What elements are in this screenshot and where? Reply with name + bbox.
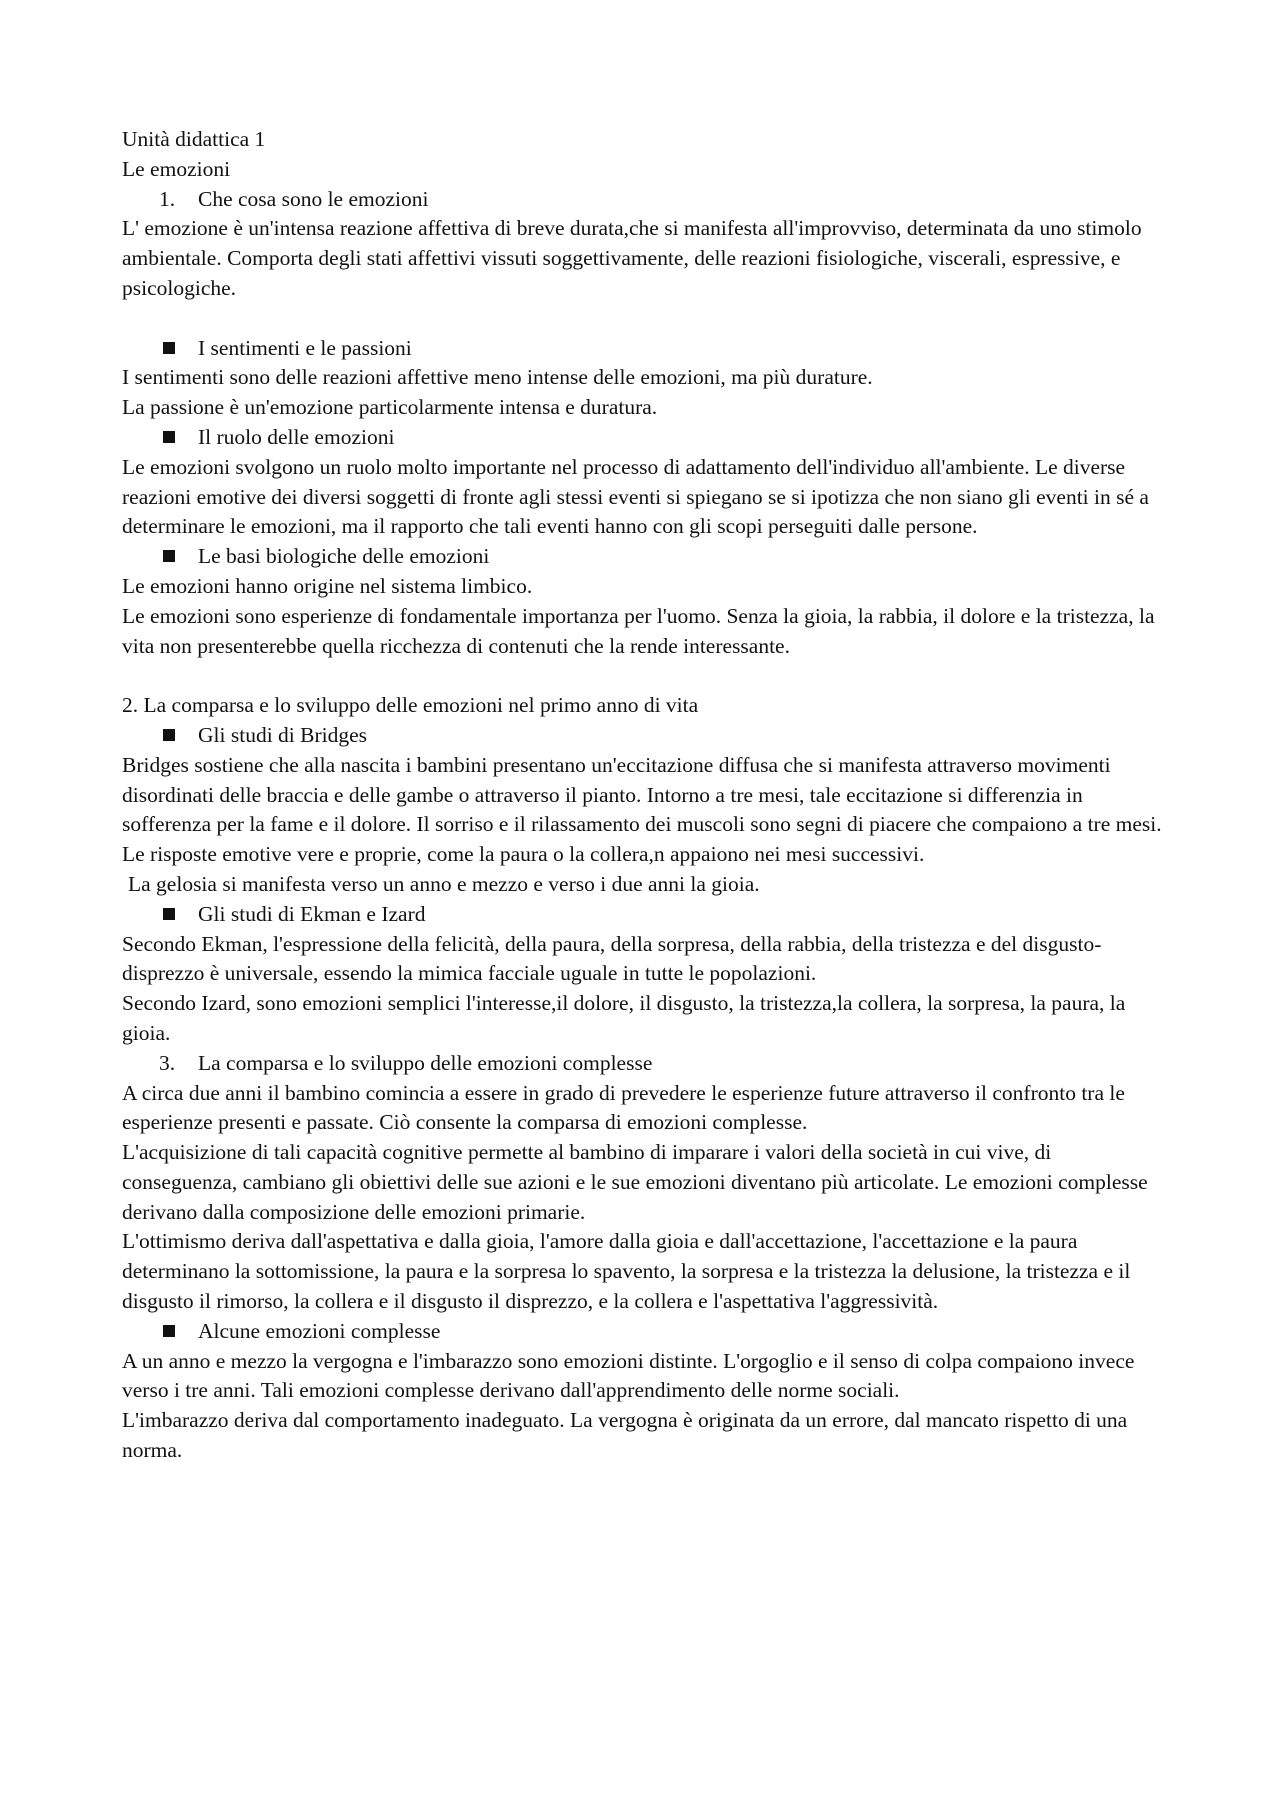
paragraph: Le emozioni hanno origine nel sistema limbico. — [122, 573, 533, 598]
section-3-number: 3. — [159, 1050, 176, 1075]
section-3-heading — [122, 1049, 1167, 1079]
section-1-paragraph: L' emozione è un'intensa reazione affettiva di breve durata,che si manifesta all'improvviso, determinata da uno stimolo ambientale. Comporta degli stati affettivi vissuti soggettivamente, delle reazioni fisiologiche, viscerali, espressive, e psicologiche. — [122, 216, 1142, 300]
paragraph: La passione è un'emozione particolarmente intensa e duratura. — [122, 395, 658, 420]
paragraph: A circa due anni il bambino comincia a essere in grado di prevedere le esperienze future attraverso il confronto tra le esperienze presenti e passate. Ciò consente la comparsa di emozioni complesse. — [122, 1080, 1125, 1135]
blank-line — [122, 661, 1167, 691]
document-title: Unità didattica 1 — [122, 127, 266, 151]
paragraph: A un anno e mezzo la vergogna e l'imbarazzo sono emozioni distinte. L'orgoglio e il senso di colpa compaiono invece verso i tre anni. Tali emozioni complesse derivano dall'apprendimento delle norme sociali. — [122, 1348, 1135, 1403]
section-1-title: Che cosa sono le emozioni — [198, 186, 429, 211]
blank-line — [122, 304, 1167, 334]
paragraph: Secondo Izard, sono emozioni semplici l'interesse,il dolore, il disgusto, la tristezza,la collera, la sorpresa, la paura, la gioia. — [122, 991, 1126, 1045]
subheading-label: Gli studi di Ekman e Izard — [198, 901, 426, 926]
subheading-sentimenti — [122, 334, 1167, 364]
subheading-label: I sentimenti e le passioni — [198, 335, 412, 360]
paragraph: Le risposte emotive vere e proprie, come la paura o la collera,n appaiono nei mesi successivi. — [122, 842, 925, 867]
section-1-number: 1. — [159, 186, 176, 211]
paragraph: Le emozioni sono esperienze di fondamentale importanza per l'uomo. Senza la gioia, la rabbia, il dolore e la tristezza, la vita non presenterebbe quella ricchezza di contenuti che la rende interessante. — [122, 603, 1155, 658]
subheading-basi-biologiche — [122, 542, 1167, 572]
paragraph: La gelosia si manifesta verso un anno e mezzo e verso i due anni la gioia. — [128, 871, 760, 896]
paragraph: Bridges sostiene che alla nascita i bambini presentano un'eccitazione diffusa che si manifesta attraverso movimenti disordinati delle braccia e delle gambe o attraverso il pianto. Intorno a tre mesi, tale eccitazione si differenzia in sofferenza per la fame e il dolore. Il sorriso e il rilassamento dei muscoli sono segni di piacere che compaiono a tre mesi. — [122, 752, 1162, 837]
subheading-emozioni-complesse — [122, 1317, 1167, 1347]
section-2-heading: 2. La comparsa e lo sviluppo delle emozioni nel primo anno di vita — [122, 693, 699, 718]
subheading-label: Le basi biologiche delle emozioni — [198, 544, 490, 569]
section-3-title: La comparsa e lo sviluppo delle emozioni complesse — [198, 1050, 653, 1075]
subheading-ekman-izard — [122, 900, 1167, 930]
paragraph: Secondo Ekman, l'espressione della felicità, della paura, della sorpresa, della rabbia, della tristezza e del disgusto-disprezzo è universale, essendo la mimica facciale uguale in tutte le popolazioni. — [122, 931, 1102, 986]
paragraph: L'acquisizione di tali capacità cognitive permette al bambino di imparare i valori della società in cui vive, di conseguenza, cambiano gli obiettivi delle sue azioni e le sue emozioni diventano più articolate. Le emozioni complesse derivano dalla composizione delle emozioni primarie. — [122, 1140, 1148, 1224]
document-page — [122, 125, 1167, 1466]
paragraph: Le emozioni svolgono un ruolo molto importante nel processo di adattamento dell'individuo all'ambiente. Le diverse reazioni emotive dei diversi soggetti di fronte agli stessi eventi si spiegano se si ipotizza che non siano gli eventi in sé a determinare le emozioni, ma il rapporto che tali eventi hanno con gli scopi perseguiti dalle persone. — [122, 454, 1149, 539]
subheading-label: Alcune emozioni complesse — [198, 1318, 441, 1343]
paragraph: L'imbarazzo deriva dal comportamento inadeguato. La vergogna è originata da un errore, dal mancato rispetto di una norma. — [122, 1408, 1128, 1463]
subheading-bridges — [122, 721, 1167, 751]
section-1-heading — [122, 185, 1167, 215]
subheading-ruolo — [122, 423, 1167, 453]
paragraph: L'ottimismo deriva dall'aspettativa e dalla gioia, l'amore dalla gioia e dall'accettazione, l'accettazione e la paura determinano la sottomissione, la paura e la sorpresa lo spavento, la sorpresa e la tristezza la delusione, la tristezza e il disgusto il rimorso, la collera e il disgusto il disprezzo, e la collera e l'aspettativa l'aggressività. — [122, 1229, 1131, 1314]
subheading-label: Il ruolo delle emozioni — [198, 424, 395, 449]
document-subtitle: Le emozioni — [122, 156, 231, 181]
subheading-label: Gli studi di Bridges — [198, 722, 368, 747]
paragraph: I sentimenti sono delle reazioni affettive meno intense delle emozioni, ma più durature. — [122, 365, 873, 390]
